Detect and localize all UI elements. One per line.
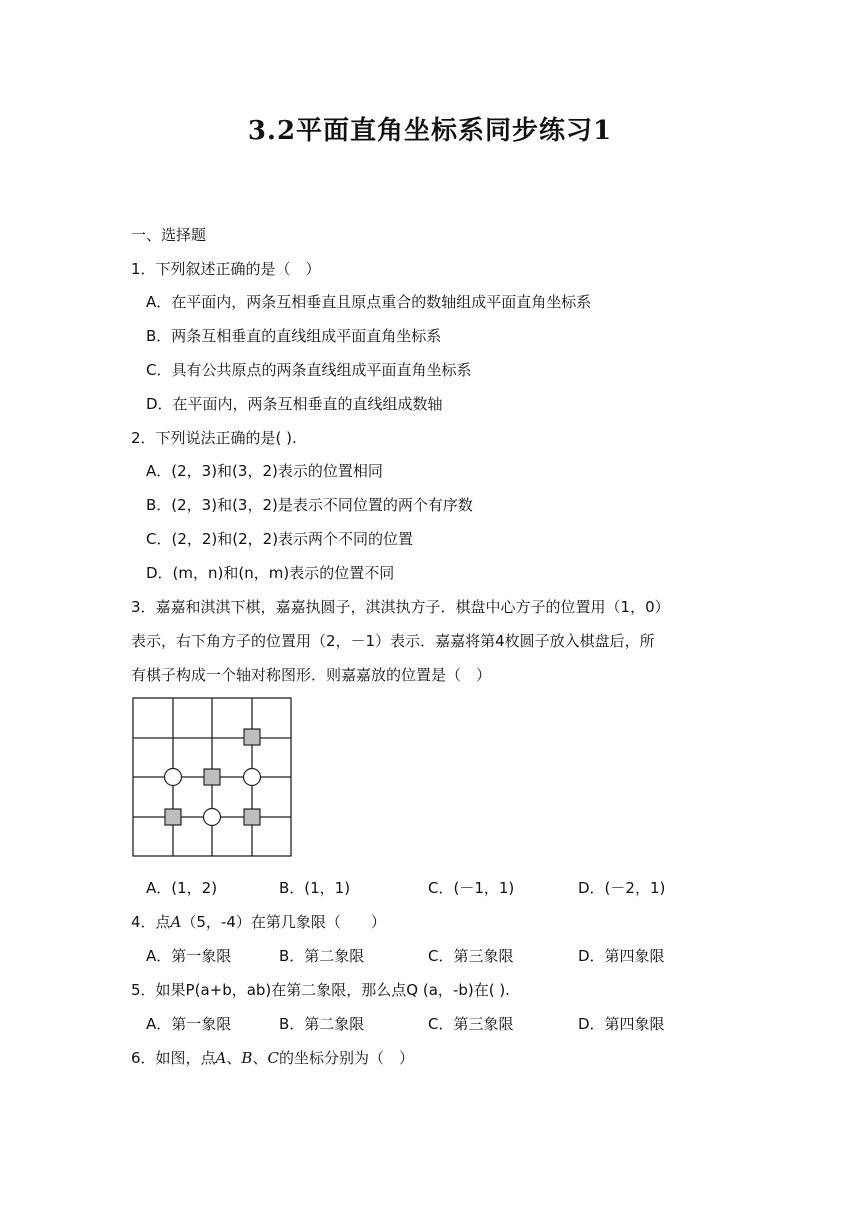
q3-stem-line1: 3．嘉嘉和淇淇下棋，嘉嘉执圆子，淇淇执方子．棋盘中心方子的位置用（1，0） xyxy=(131,598,670,616)
q6-separator: 、 xyxy=(226,1049,242,1067)
q3-option-d: D．(－2，1) xyxy=(578,879,666,897)
q6-separator: 、 xyxy=(252,1049,268,1067)
q4-stem-suffix: （5，-4）在第几象限（ ） xyxy=(181,913,386,931)
round-piece xyxy=(165,769,182,786)
q5-stem: 5．如果P(a+b，ab)在第二象限，那么点Q (a，-b)在( ). xyxy=(131,981,510,999)
round-piece xyxy=(244,769,261,786)
q4-option-a: A．第一象限 xyxy=(146,947,232,965)
q1-option-a: A．在平面内，两条互相垂直且原点重合的数轴组成平面直角坐标系 xyxy=(146,293,592,311)
q3-option-c: C．(－1，1) xyxy=(428,879,515,897)
q3-option-b: B．(1，1) xyxy=(279,879,351,897)
square-piece xyxy=(204,769,220,785)
q6-stem xyxy=(131,1048,414,1068)
round-piece xyxy=(204,809,221,826)
q1-stem: 1．下列叙述正确的是（ ） xyxy=(131,260,321,278)
q5-option-b: B．第二象限 xyxy=(279,1015,365,1033)
q2-option-a: A．(2，3)和(3，2)表示的位置相同 xyxy=(146,462,383,480)
q5-option-a: A．第一象限 xyxy=(146,1015,232,1033)
q1-option-d: D．在平面内，两条互相垂直的直线组成数轴 xyxy=(146,395,443,413)
q6-point-c: C xyxy=(267,1049,279,1067)
q2-option-b: B．(2，3)和(3，2)是表示不同位置的两个有序数 xyxy=(146,496,473,514)
q3-stem-line2: 表示，右下角方子的位置用（2，－1）表示．嘉嘉将第4枚圆子放入棋盘后，所 xyxy=(131,632,655,650)
q2-option-d: D．(m，n)和(n，m)表示的位置不同 xyxy=(146,564,395,582)
q4-stem xyxy=(131,912,386,932)
q5-option-c: C．第三象限 xyxy=(428,1015,514,1033)
q4-option-b: B．第二象限 xyxy=(279,947,365,965)
square-piece xyxy=(244,729,260,745)
go-board-figure xyxy=(132,697,294,859)
q3-stem-line3: 有棋子构成一个轴对称图形．则嘉嘉放的位置是（ ） xyxy=(131,666,492,684)
q4-stem-prefix: 4．点 xyxy=(131,913,171,931)
q6-point-b: B xyxy=(241,1049,253,1067)
q5-option-d: D．第四象限 xyxy=(578,1015,665,1033)
square-piece xyxy=(244,809,260,825)
q6-stem-suffix: 的坐标分别为（ ） xyxy=(278,1049,414,1067)
q1-option-b: B．两条互相垂直的直线组成平面直角坐标系 xyxy=(146,327,442,345)
q4-option-c: C．第三象限 xyxy=(428,947,514,965)
document-title: 3.2平面直角坐标系同步练习1 xyxy=(247,116,613,146)
square-piece xyxy=(165,809,181,825)
q4-point-variable: A xyxy=(170,913,182,931)
q6-point-a: A xyxy=(215,1049,227,1067)
q2-option-c: C．(2，2)和(2，2)表示两个不同的位置 xyxy=(146,530,414,548)
q6-stem-prefix: 6．如图，点 xyxy=(131,1049,216,1067)
q2-stem: 2．下列说法正确的是( ). xyxy=(131,429,297,447)
q1-option-c: C．具有公共原点的两条直线组成平面直角坐标系 xyxy=(146,361,472,379)
q4-option-d: D．第四象限 xyxy=(578,947,665,965)
section-heading: 一、选择题 xyxy=(131,226,207,244)
q3-option-a: A．(1，2) xyxy=(146,879,218,897)
